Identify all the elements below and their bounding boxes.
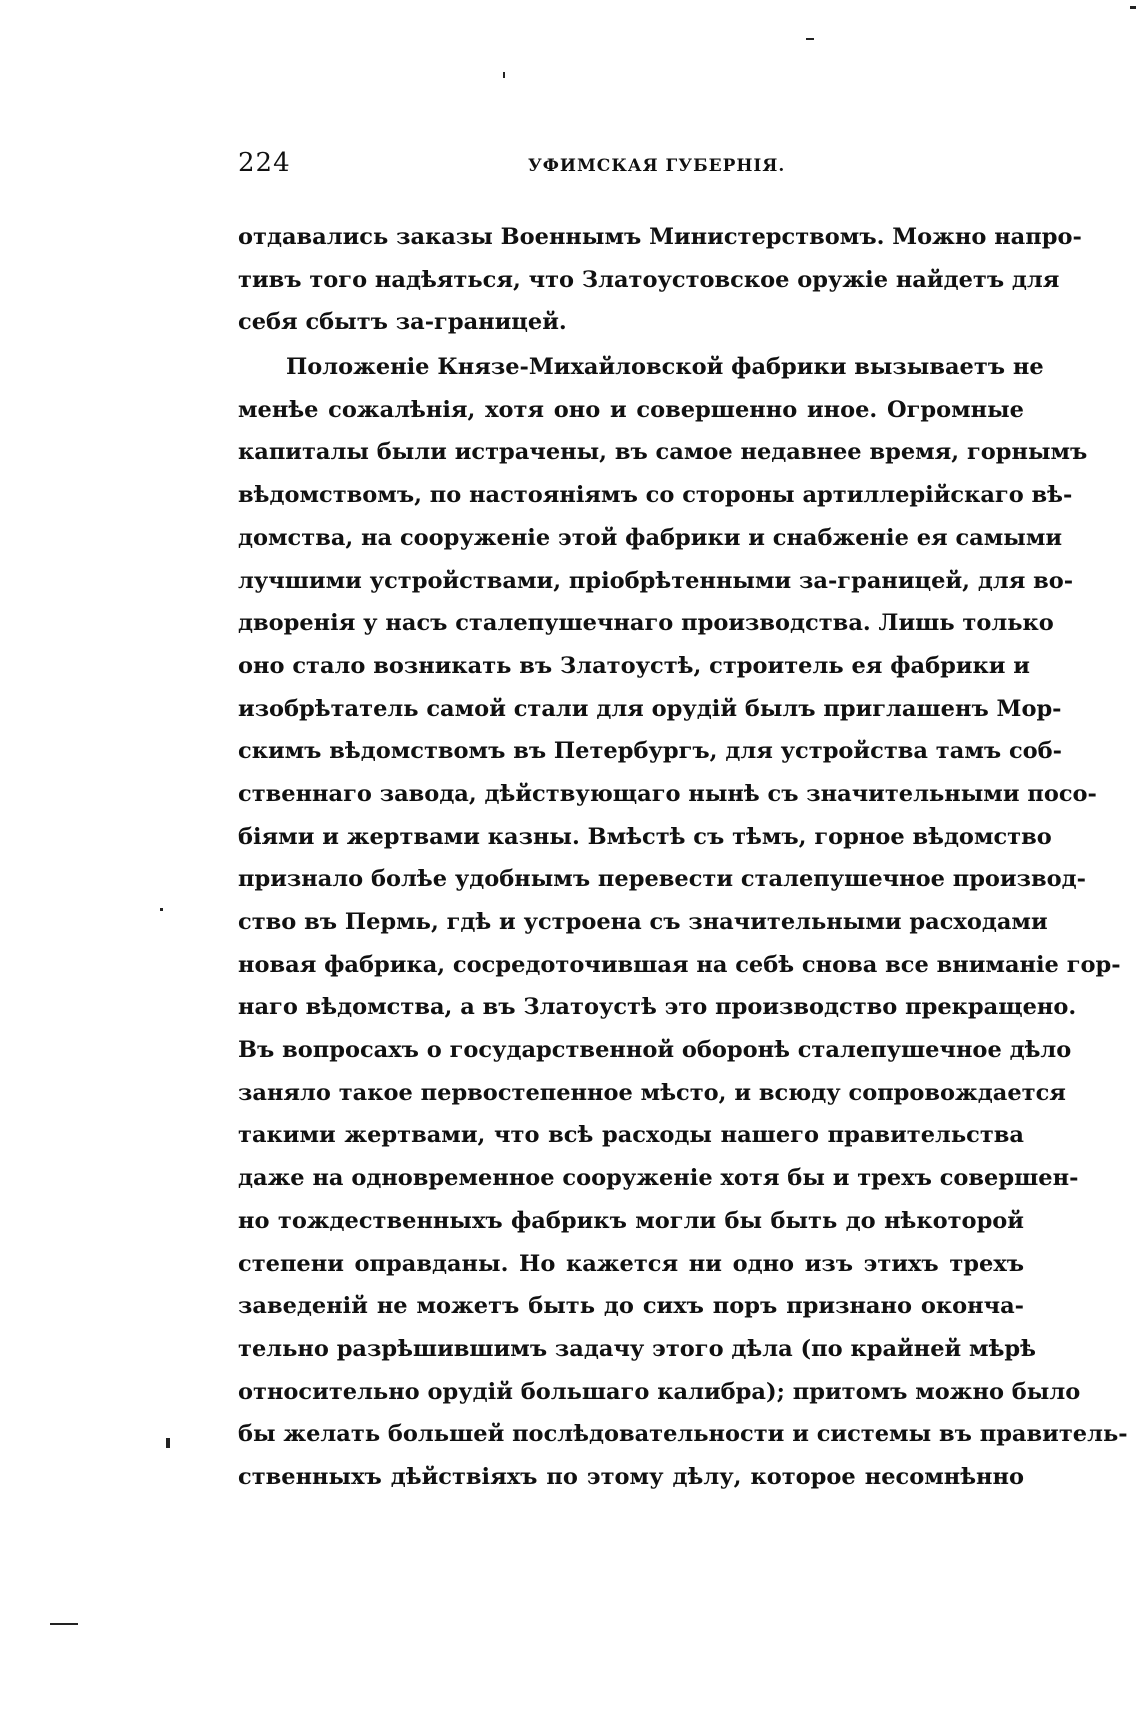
text-line: признало болѣе удобнымъ перевести сталепушечное производ- bbox=[238, 866, 1086, 893]
text-line: скимъ вѣдомствомъ въ Петербургъ, для устройства тамъ соб- bbox=[238, 738, 1063, 765]
text-line: ство въ Пермь, гдѣ и устроена съ значительными расходами bbox=[238, 909, 1048, 935]
text-line: такими жертвами, что всѣ расходы нашего правительства bbox=[238, 1122, 1024, 1149]
text-line: лучшими устройствами, пріобрѣтенными за-границей, для во- bbox=[238, 567, 1074, 594]
text-line: наго вѣдомства, а въ Златоустѣ это производство прекращено. bbox=[238, 994, 1077, 1021]
text-line: оно стало возникать въ Златоустѣ, строитель ея фабрики и bbox=[238, 652, 1030, 679]
text-line: дворенія у насъ сталепушечнаго производства. Лишь только bbox=[238, 610, 1054, 637]
text-line: тивъ того надѣяться, что Златоустовское оружіе найдетъ для bbox=[238, 266, 1060, 293]
text-line: домства, на сооруженіе этой фабрики и снабженіе ея самыми bbox=[238, 524, 1063, 551]
body-text bbox=[238, 216, 1128, 1499]
scan-speck bbox=[50, 1623, 78, 1625]
text-line: бы желать большей послѣдовательности и системы въ правитель- bbox=[238, 1421, 1128, 1448]
text-line: но тождественныхъ фабрикъ могли бы быть до нѣкоторой bbox=[238, 1207, 1024, 1234]
text-line: заведеній не можетъ быть до сихъ поръ признано оконча- bbox=[238, 1293, 1024, 1320]
text-line: отдавались заказы Военнымъ Министерствомъ. Можно напро- bbox=[238, 224, 1082, 250]
text-line: менѣе сожалѣнія, хотя оно и совершенно иное. Огромные bbox=[238, 396, 1024, 423]
text-line: даже на одновременное сооруженіе хотя бы и трехъ совершен- bbox=[238, 1165, 1079, 1192]
page-header bbox=[238, 146, 1020, 186]
text-line: Въ вопросахъ о государственной оборонѣ сталепушечное дѣло bbox=[238, 1037, 1072, 1064]
running-head: УФИМСКАЯ ГУБЕРНІЯ. bbox=[528, 156, 786, 176]
text-line: себя сбытъ за-границей. bbox=[238, 309, 567, 336]
scan-speck bbox=[166, 1438, 170, 1448]
scan-speck bbox=[806, 38, 814, 40]
text-line: капиталы были истрачены, въ самое недавнее время, горнымъ bbox=[238, 439, 1088, 466]
text-line: степени оправданы. Но кажется ни одно изъ этихъ трехъ bbox=[238, 1250, 1024, 1277]
text-line: біями и жертвами казны. Вмѣстѣ съ тѣмъ, горное вѣдомство bbox=[238, 823, 1052, 850]
text-line: новая фабрика, сосредоточившая на себѣ снова все вниманіе гор- bbox=[238, 951, 1121, 978]
text-line: вѣдомствомъ, по настояніямъ со стороны артиллерійскаго вѣ- bbox=[238, 482, 1073, 509]
page-number: 224 bbox=[238, 148, 291, 178]
text-line: заняло такое первостепенное мѣсто, и всюду сопровождается bbox=[238, 1079, 1066, 1106]
text-line: ственныхъ дѣйствіяхъ по этому дѣлу, которое несомнѣнно bbox=[238, 1463, 1024, 1490]
text-line: относительно орудій большаго калибра); притомъ можно было bbox=[238, 1378, 1081, 1405]
scan-speck bbox=[503, 72, 505, 78]
text-line: тельно разрѣшившимъ задачу этого дѣла (по крайней мѣрѣ bbox=[238, 1335, 1036, 1362]
scan-speck bbox=[160, 908, 163, 911]
text-line: изобрѣтатель самой стали для орудій былъ приглашенъ Мор- bbox=[238, 695, 1062, 722]
scan-speck bbox=[1130, 6, 1136, 9]
text-line: Положеніе Князе-Михайловской фабрики вызываетъ не bbox=[286, 354, 1044, 381]
text-line: ственнаго завода, дѣйствующаго нынѣ съ значительными посо- bbox=[238, 780, 1097, 807]
